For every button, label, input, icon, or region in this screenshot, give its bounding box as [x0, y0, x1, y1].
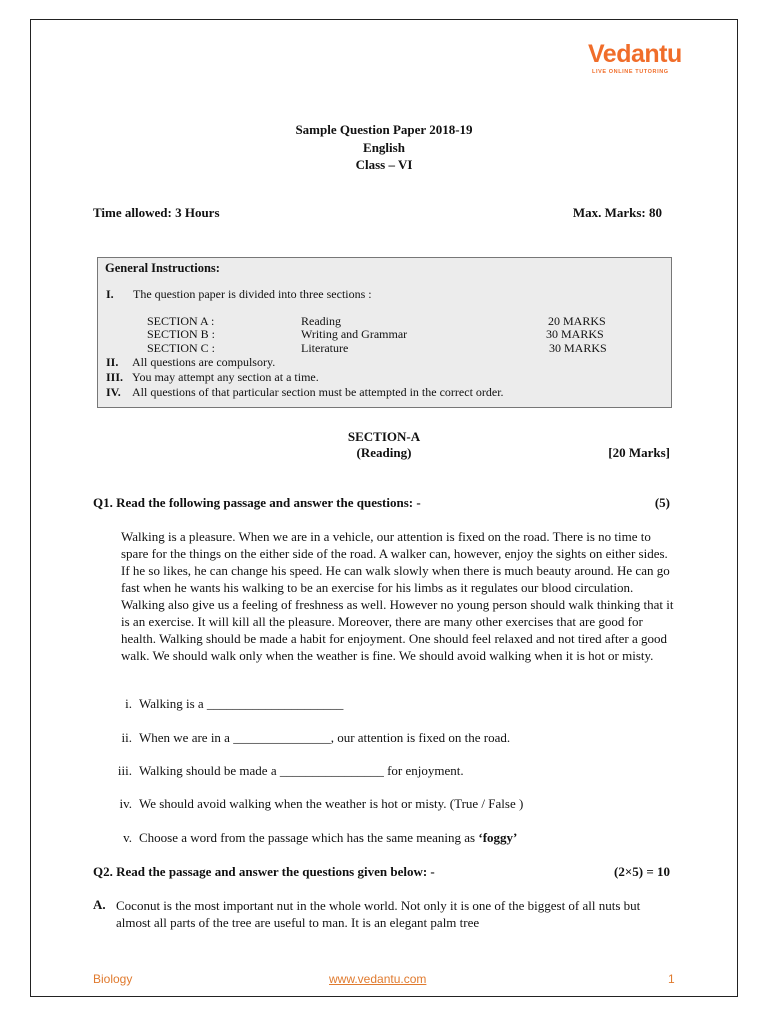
subquestion-body: Choose a word from the passage which has the same meaning as — [139, 830, 479, 845]
section-topic: Literature — [301, 341, 349, 355]
instruction-item — [106, 355, 275, 369]
instruction-item — [106, 370, 319, 384]
subquestion-number: v. — [123, 830, 132, 845]
q1-heading: Q1. Read the following passage and answer the questions: - — [93, 495, 421, 510]
section-a-subtitle: (Reading) — [356, 445, 412, 460]
subquestion-number: i. — [125, 696, 132, 711]
passage-text: Walking is a pleasure. When we are in a vehicle, our attention is fixed on the road. There is no time to spare for the things on the either side of the road. A walker can, however, enjoy the sights on either sides. If he so likes, he can change his speed. He can walk slowly when there is much beauty around. He can go fast when he wants his walking to be an exercise for his limbs as it regulates our blood circulation. Walking also give us a feeling of freshness as well. However no young person should walk thinking that it is an exercise. It will kill all the pleasure. Moreover, there are many other exercises that are good for health. Walking should be made a habit for enjoyment. One should feel relaxed and not tired after a good walk. We should walk only when the weather is fine. We should avoid walking when it is hot or misty. — [121, 529, 674, 663]
section-marks: 20 MARKS — [548, 314, 606, 328]
subquestion-text: Walking should be made a ________________ for enjoyment. — [139, 763, 464, 778]
subquestion-text: When we are in a _______________, our attention is fixed on the road. — [139, 730, 511, 745]
section-marks: 30 MARKS — [546, 327, 604, 341]
title-line-3: Class – VI — [355, 157, 413, 172]
q1-marks: (5) — [654, 495, 670, 510]
subquestion-number: ii. — [121, 730, 132, 745]
instruction-text: All questions are compulsory. — [132, 355, 276, 369]
title-line-2: English — [363, 139, 405, 155]
logo-tagline: LIVE ONLINE TUTORING — [592, 69, 669, 75]
section-a-title: SECTION-A — [347, 429, 421, 444]
subquestion-text: Walking is a _____________________ — [139, 696, 344, 711]
paper-title — [0, 121, 768, 174]
instruction-text: You may attempt any section at a time. — [132, 370, 319, 384]
emphasized-word: ‘foggy’ — [478, 830, 518, 845]
subquestion-number: iv. — [119, 796, 132, 811]
instructions-heading: General Instructions: — [105, 261, 220, 275]
general-instructions-box — [97, 257, 672, 408]
section-topic: Writing and Grammar — [301, 327, 408, 341]
instruction-number: II. — [106, 355, 119, 369]
subquestion-text — [139, 830, 517, 846]
subquestion-text: We should avoid walking when the weather is hot or misty. (True / False ) — [139, 796, 524, 811]
time-allowed: Time allowed: 3 Hours — [93, 205, 220, 220]
subquestion-number: iii. — [117, 763, 132, 778]
instruction-text: The question paper is divided into three sections : — [133, 287, 372, 301]
section-name: SECTION B : — [147, 327, 216, 341]
max-marks: Max. Marks: 80 — [572, 205, 662, 220]
instruction-text: All questions of that particular section must be attempted in the correct order. — [132, 385, 504, 399]
vedantu-logo — [588, 40, 682, 78]
logo-wordmark: Vedantu — [588, 40, 682, 68]
instruction-number: I. — [106, 287, 114, 301]
q2-part-label: A. — [93, 897, 106, 912]
instruction-number: III. — [106, 370, 124, 384]
footer-subject: Biology — [93, 972, 133, 986]
instruction-number: IV. — [106, 385, 121, 399]
section-name: SECTION A : — [147, 314, 215, 328]
q2-marks: (2×5) = 10 — [614, 864, 670, 879]
q2-passage: Coconut is the most important nut in the whole world. Not only it is one of the biggest of all nuts but almost all parts of the tree are useful to man. It is an elegant palm tree — [116, 898, 641, 930]
instruction-item — [106, 385, 504, 399]
footer-website-link[interactable]: www.vedantu.com — [329, 972, 427, 986]
section-name: SECTION C : — [147, 341, 216, 355]
title-line-1: Sample Question Paper 2018-19 — [295, 122, 473, 137]
section-a-marks: [20 Marks] — [608, 445, 670, 460]
q2-heading: Q2. Read the passage and answer the questions given below: - — [93, 864, 435, 879]
section-topic: Reading — [301, 314, 341, 328]
section-marks: 30 MARKS — [549, 341, 607, 355]
footer-page-number: 1 — [668, 972, 675, 986]
instruction-item — [106, 287, 372, 301]
q1-passage — [121, 528, 676, 664]
